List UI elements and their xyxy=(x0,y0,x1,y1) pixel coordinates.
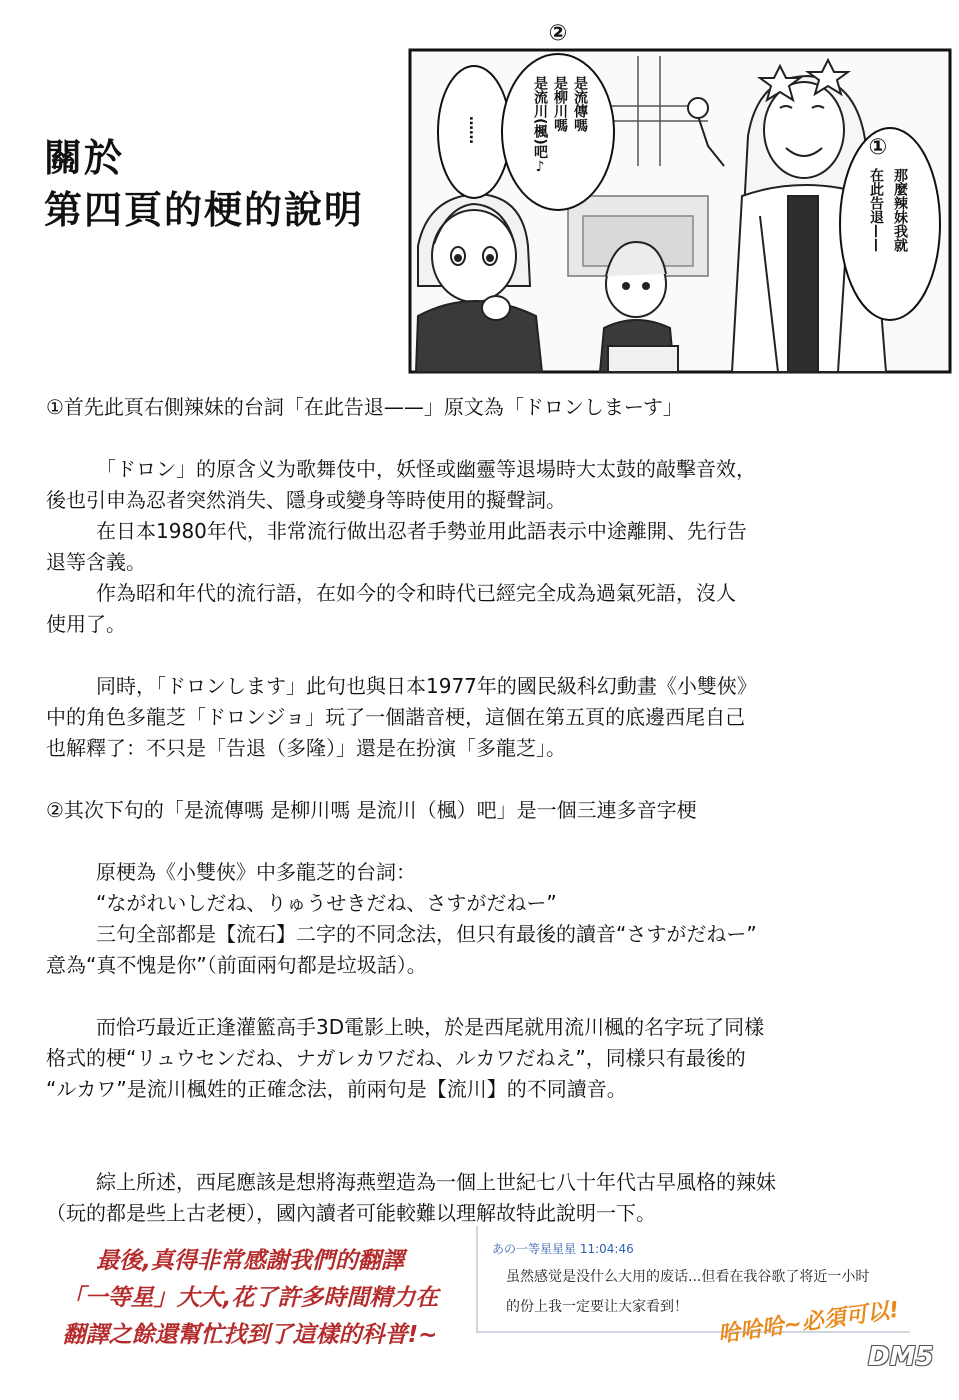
paragraph-8-line-3: “ルカワ”是流川楓姓的正確念法，前兩句是【流川】的不同讀音。 xyxy=(46,1077,627,1101)
page-title xyxy=(44,132,364,236)
bubble1-number: ① xyxy=(868,135,888,160)
thanks-line-1: 最後,真得非常感謝我們的翻譯 xyxy=(96,1248,404,1274)
paragraph-9-line-1: 綜上所述，西尾應該是想將海燕塑造為一個上世紀七八十年代古早風格的辣妹 xyxy=(96,1170,776,1194)
paragraph-4-line-2: 使用了。 xyxy=(46,612,126,636)
bubble1-col2: 在此告退—— xyxy=(868,168,884,252)
paragraph-8-line-2: 格式的梗“リュウセンだね、ナガレカワだね、ルカワだねえ”，同樣只有最後的 xyxy=(46,1046,746,1070)
paragraph-6: ②其次下句的「是流傳嗎 是柳川嗎 是流川（楓）吧」是一個三連多音字梗 xyxy=(46,798,697,822)
paragraph-8-line-1: 而恰巧最近正逢灌籃高手3D電影上映，於是西尾就用流川楓的名字玩了同樣 xyxy=(96,1015,765,1039)
thanks-line-2: 「一等星」大大,花了許多時間精力在 xyxy=(61,1285,439,1311)
paragraph-5-line-3: 也解釋了：不只是「告退（多隆）」還是在扮演「多龍芝」。 xyxy=(46,736,566,760)
bubble-ellipsis: …… xyxy=(466,116,482,144)
paragraph-2-line-2: 後也引申為忍者突然消失、隱身或變身等時使用的擬聲詞。 xyxy=(46,488,566,512)
chat-header: あの一等星星星 11:04:46 xyxy=(492,1242,634,1256)
paragraph-7-line-4: 意為“真不愧是你”（前面兩句都是垃圾話）。 xyxy=(46,953,427,977)
paragraph-5-line-1: 同時，「ドロンします」此句也與日本1977年的國民級科幻動畫《小雙俠》 xyxy=(96,674,757,698)
title-line-1: 關於 xyxy=(44,135,125,180)
title-line-2: 第四頁的梗的說明 xyxy=(44,187,365,232)
paragraph-7-line-1: 原梗為《小雙俠》中多龍芝的台詞： xyxy=(96,860,416,884)
bubble2-col3: 是流川(楓)吧♪ xyxy=(532,76,548,175)
bubble2-number: ② xyxy=(548,21,568,46)
paragraph-1: ①首先此頁右側辣妹的台詞「在此告退——」原文為「ドロンしまーす」 xyxy=(46,395,683,419)
haha-caption: 哈哈哈~必須可以! xyxy=(716,1297,901,1348)
chat-message-line-1: 虽然感觉是没什么大用的废话...但看在我谷歌了将近一小时 xyxy=(506,1269,870,1285)
paragraph-3-line-2: 退等含義。 xyxy=(46,550,146,574)
paragraph-2-line-1: 「ドロン」的原含义为歌舞伎中，妖怪或幽靈等退場時大太鼓的敲擊音效， xyxy=(96,457,756,481)
manga-panel xyxy=(408,21,954,376)
paragraph-7-line-3: 三句全部都是【流石】二字的不同念法，但只有最後的讀音“さすがだねー” xyxy=(96,922,757,946)
bubble2-col1: 是流傳嗎 xyxy=(572,76,588,132)
watermark: DM5 xyxy=(868,1342,934,1372)
paragraph-5-line-2: 中的角色多龍芝「ドロンジョ」玩了一個諧音梗，這個在第五頁的底邊西尾自己 xyxy=(46,705,746,729)
thanks-note xyxy=(30,1243,470,1354)
chat-message-line-2: 的份上我一定要让大家看到！ xyxy=(506,1299,688,1315)
bubble1-col1: 那麼辣妹我就 xyxy=(892,168,908,252)
paragraph-7-line-2: “ながれいしだね、りゅうせきだね、さすがだねー” xyxy=(96,891,557,915)
paragraph-9-line-2: （玩的都是些上古老梗），國內讀者可能較難以理解故特此說明一下。 xyxy=(46,1201,656,1225)
paragraph-4-line-1: 作為昭和年代的流行語，在如今的令和時代已經完全成為過氣死語，沒人 xyxy=(96,581,736,605)
paragraph-3-line-1: 在日本1980年代，非常流行做出忍者手勢並用此語表示中途離開、先行告 xyxy=(96,519,747,543)
bubble2-col2: 是柳川嗎 xyxy=(552,76,568,132)
thanks-line-3: 翻譯之餘還幫忙找到了這樣的科普!~ xyxy=(62,1322,438,1348)
explanation-body xyxy=(46,392,926,1229)
